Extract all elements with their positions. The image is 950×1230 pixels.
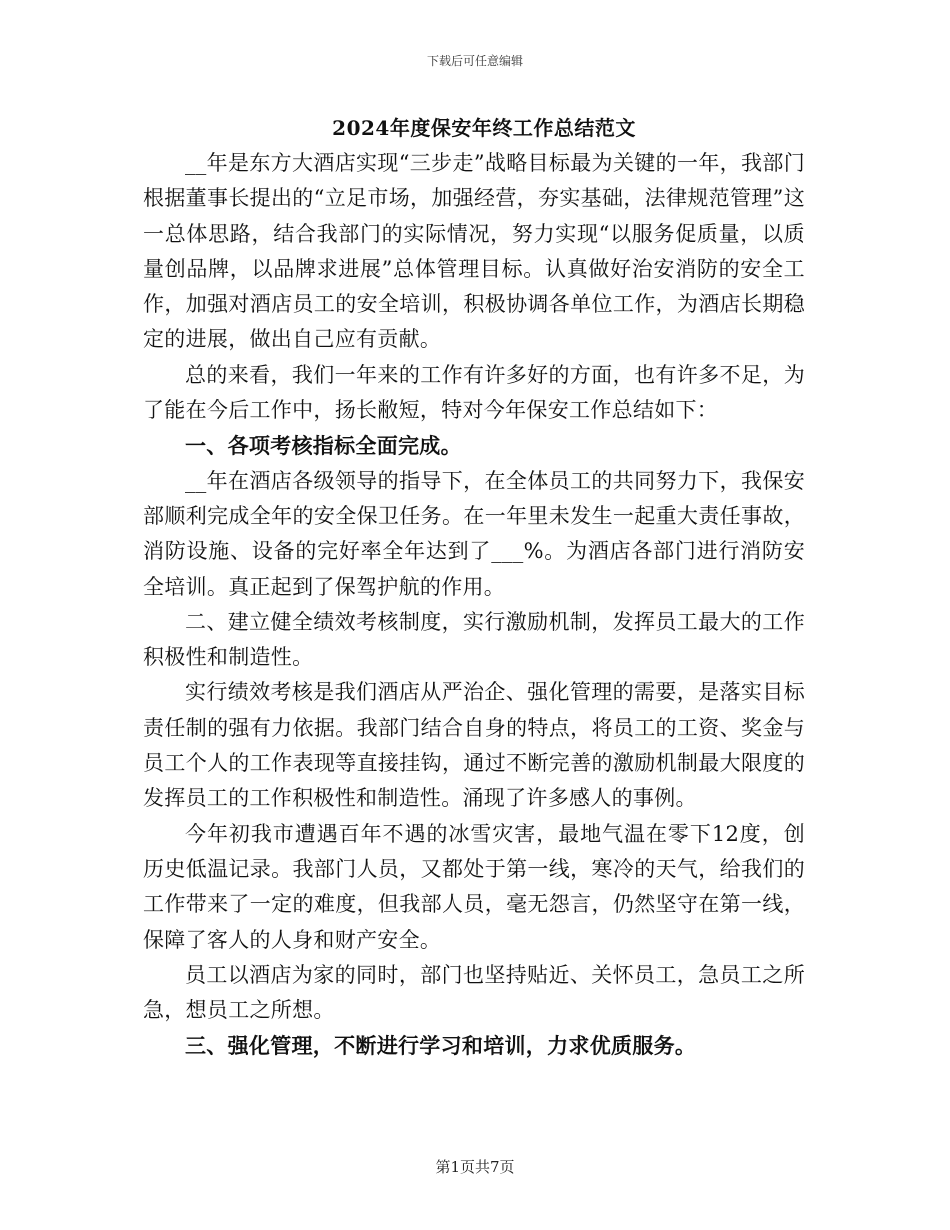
section-heading-1: 一、各项考核指标全面完成。 (185, 433, 462, 459)
document-body (143, 110, 805, 1064)
paragraph-section-1: __年在酒店各级领导的指导下，在全体员工的共同努力下，我保安部顺利完成全年的安全保卫任务。在一年里未发生一起重大责任事故，消防设施、设备的完好率全年达到了___%。为酒店各部门进行消防安全培训。真正起到了保驾护航的作用。 (143, 468, 805, 599)
paragraph-intro: __年是东方大酒店实现“三步走”战略目标最为关键的一年，我部门根据董事长提出的“立足市场，加强经营，夯实基础，法律规范管理”这一总体思路，结合我部门的实际情况，努力实现“以服务促质量，以质量创品牌，以品牌求进展”总体管理目标。认真做好治安消防的安全工作，加强对酒店员工的安全培训，积极协调各单位工作，为酒店长期稳定的进展，做出自己应有贡献。 (143, 151, 805, 352)
paragraph-performance: 实行绩效考核是我们酒店从严治企、强化管理的需要，是落实目标责任制的强有力依据。我部门结合自身的特点，将员工的工资、奖金与员工个人的工作表现等直接挂钩，通过不断完善的激励机制最大限度的发挥员工的工作积极性和制造性。涌现了许多感人的事例。 (143, 680, 805, 811)
section-heading-3: 三、强化管理，不断进行学习和培训，力求优质服务。 (185, 1033, 697, 1059)
paragraph-snow-disaster: 今年初我市遭遇百年不遇的冰雪灾害，最地气温在零下12度，创历史低温记录。我部门人员，又都处于第一线，寒冷的天气，给我们的工作带来了一定的难度，但我部人员，毫无怨言，仍然坚守在第一线，保障了客人的人身和财产安全。 (143, 821, 805, 952)
paragraph-staff-care: 员工以酒店为家的同时，部门也坚持贴近、关怀员工，急员工之所急，想员工之所想。 (143, 962, 805, 1023)
paragraph-summary: 总的来看，我们一年来的工作有许多好的方面，也有许多不足，为了能在今后工作中，扬长敝短，特对今年保安工作总结如下： (143, 362, 805, 423)
header-note: 下载后可任意编辑 (426, 54, 523, 68)
document-title: 2024年度保安年终工作总结范文 (332, 116, 636, 140)
page-number-footer: 第1页共7页 (435, 1158, 515, 1176)
section-heading-2: 二、建立健全绩效考核制度，实行激励机制，发挥员工最大的工作积极性和制造性。 (143, 609, 805, 670)
